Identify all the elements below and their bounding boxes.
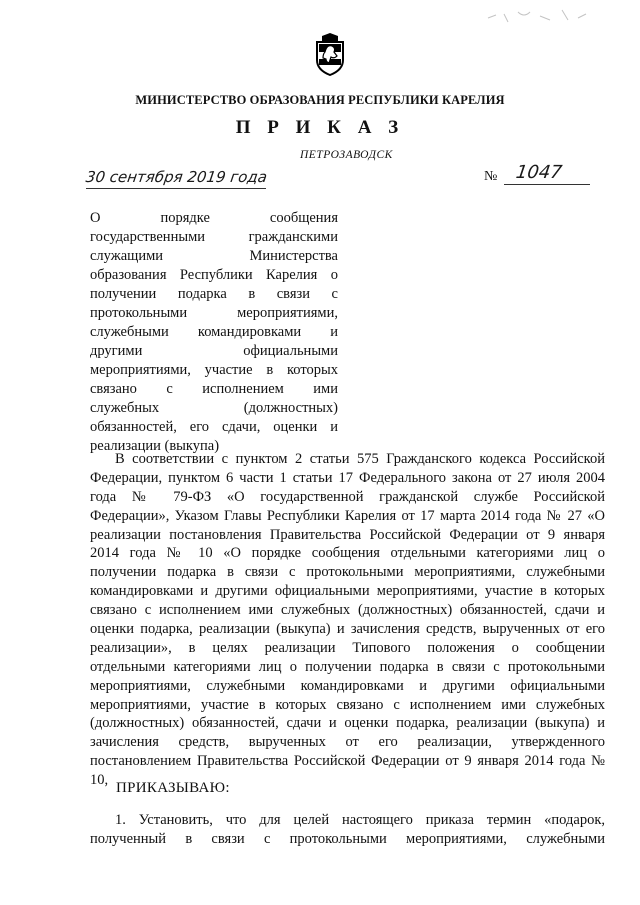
order-number: 1047: [514, 162, 564, 183]
paragraph-line: 1. Установить, что для целей настоящего приказа термин «подарок,: [115, 812, 605, 828]
page-title: П Р И К А З: [235, 117, 405, 138]
paragraph-line: постановлением Правительства Российской Федерации от 9 января 2014 года №: [90, 753, 605, 770]
paragraph-line: 10,: [90, 772, 109, 789]
paragraph-line: полученный в связи с протокольными мероприятиями, служебными: [90, 831, 605, 847]
subject-line: государственными гражданскими: [90, 229, 338, 245]
preamble-paragraph: [90, 450, 605, 790]
paragraph-line: года № 79-ФЗ «О государственной гражданской службе Российской: [90, 488, 605, 505]
paragraph-line: отдельными категориями лиц о получении подарка в связи с протокольными: [90, 658, 605, 675]
paragraph-line: Федерации, пунктом 6 части 1 статьи 17 Федерального закона от 27 июля 2004: [90, 469, 605, 486]
subject-line: служебных (должностных): [90, 400, 338, 416]
paragraph-line: реализации постановления Правительства Российской Федерации от 9 января: [90, 526, 605, 543]
paragraph-line: (должностных) обязанностей, сдачи и оценки подарка, реализации (выкупа) и: [90, 715, 605, 732]
subject-line: мероприятиями, участие в которых: [90, 362, 338, 378]
subject-line: получении подарка в связи с: [90, 286, 338, 302]
subject-line: реализации (выкупа): [90, 438, 220, 454]
order-subject: [90, 209, 338, 456]
subject-line: протокольными мероприятиями,: [90, 305, 338, 321]
paragraph-line: мероприятиями, служебными командировками и другими официальными: [90, 677, 605, 694]
city-name: ПЕТРОЗАВОДСК: [300, 149, 393, 161]
subject-line: служебными командировками и: [90, 324, 338, 340]
subject-line: служащими Министерства: [90, 248, 338, 264]
paragraph-line: мероприятиями, участие в которых связано с исполнением ими служебных: [90, 696, 605, 713]
subject-line: обязанностей, его сдачи, оценки и: [90, 419, 338, 435]
order-point-1: [90, 811, 605, 849]
paragraph-line: Федерации», Указом Главы Республики Карелия от 17 марта 2014 года № 27 «О: [90, 507, 605, 524]
subject-line: связано с исполнением ими: [90, 381, 338, 397]
subject-line: другими официальными: [90, 343, 338, 359]
paragraph-line: связано с исполнением ими служебных (должностных) обязанностей, сдачи и: [90, 602, 605, 619]
paragraph-line: зачисления средств, вырученных от его реализации, утвержденного: [90, 734, 605, 751]
number-label: №: [484, 169, 498, 184]
ministry-name: МИНИСТЕРСТВО ОБРАЗОВАНИЯ РЕСПУБЛИКИ КАРЕЛИЯ: [135, 93, 505, 107]
date-underline: [86, 188, 266, 189]
paragraph-line: реализации», в целях реализации Типового положения о сообщении: [90, 639, 605, 656]
paragraph-line: командировками и другими официальными мероприятиями, участие в которых: [90, 583, 605, 600]
number-underline: [504, 184, 590, 185]
paragraph-line: В соответствии с пунктом 2 статьи 575 Гражданского кодекса Российской: [115, 451, 605, 467]
subject-line: образования Республики Карелия о: [90, 267, 338, 283]
subject-line: О порядке сообщения: [90, 210, 338, 226]
order-date: 30 сентября 2019 года: [84, 168, 269, 186]
decree-heading: ПРИКАЗЫВАЮ:: [116, 780, 230, 796]
scan-artifact-marks: [478, 4, 598, 34]
paragraph-line: 2014 года № 10 «О порядке сообщения отдельными категориями лиц о: [90, 545, 605, 562]
karelia-coat-of-arms-icon: [311, 32, 349, 76]
paragraph-line: получении подарка в связи с протокольными мероприятиями, служебными: [90, 564, 605, 581]
paragraph-line: оценки подарка, реализации (выкупа) и зачисления средств, вырученных от его: [90, 621, 605, 638]
